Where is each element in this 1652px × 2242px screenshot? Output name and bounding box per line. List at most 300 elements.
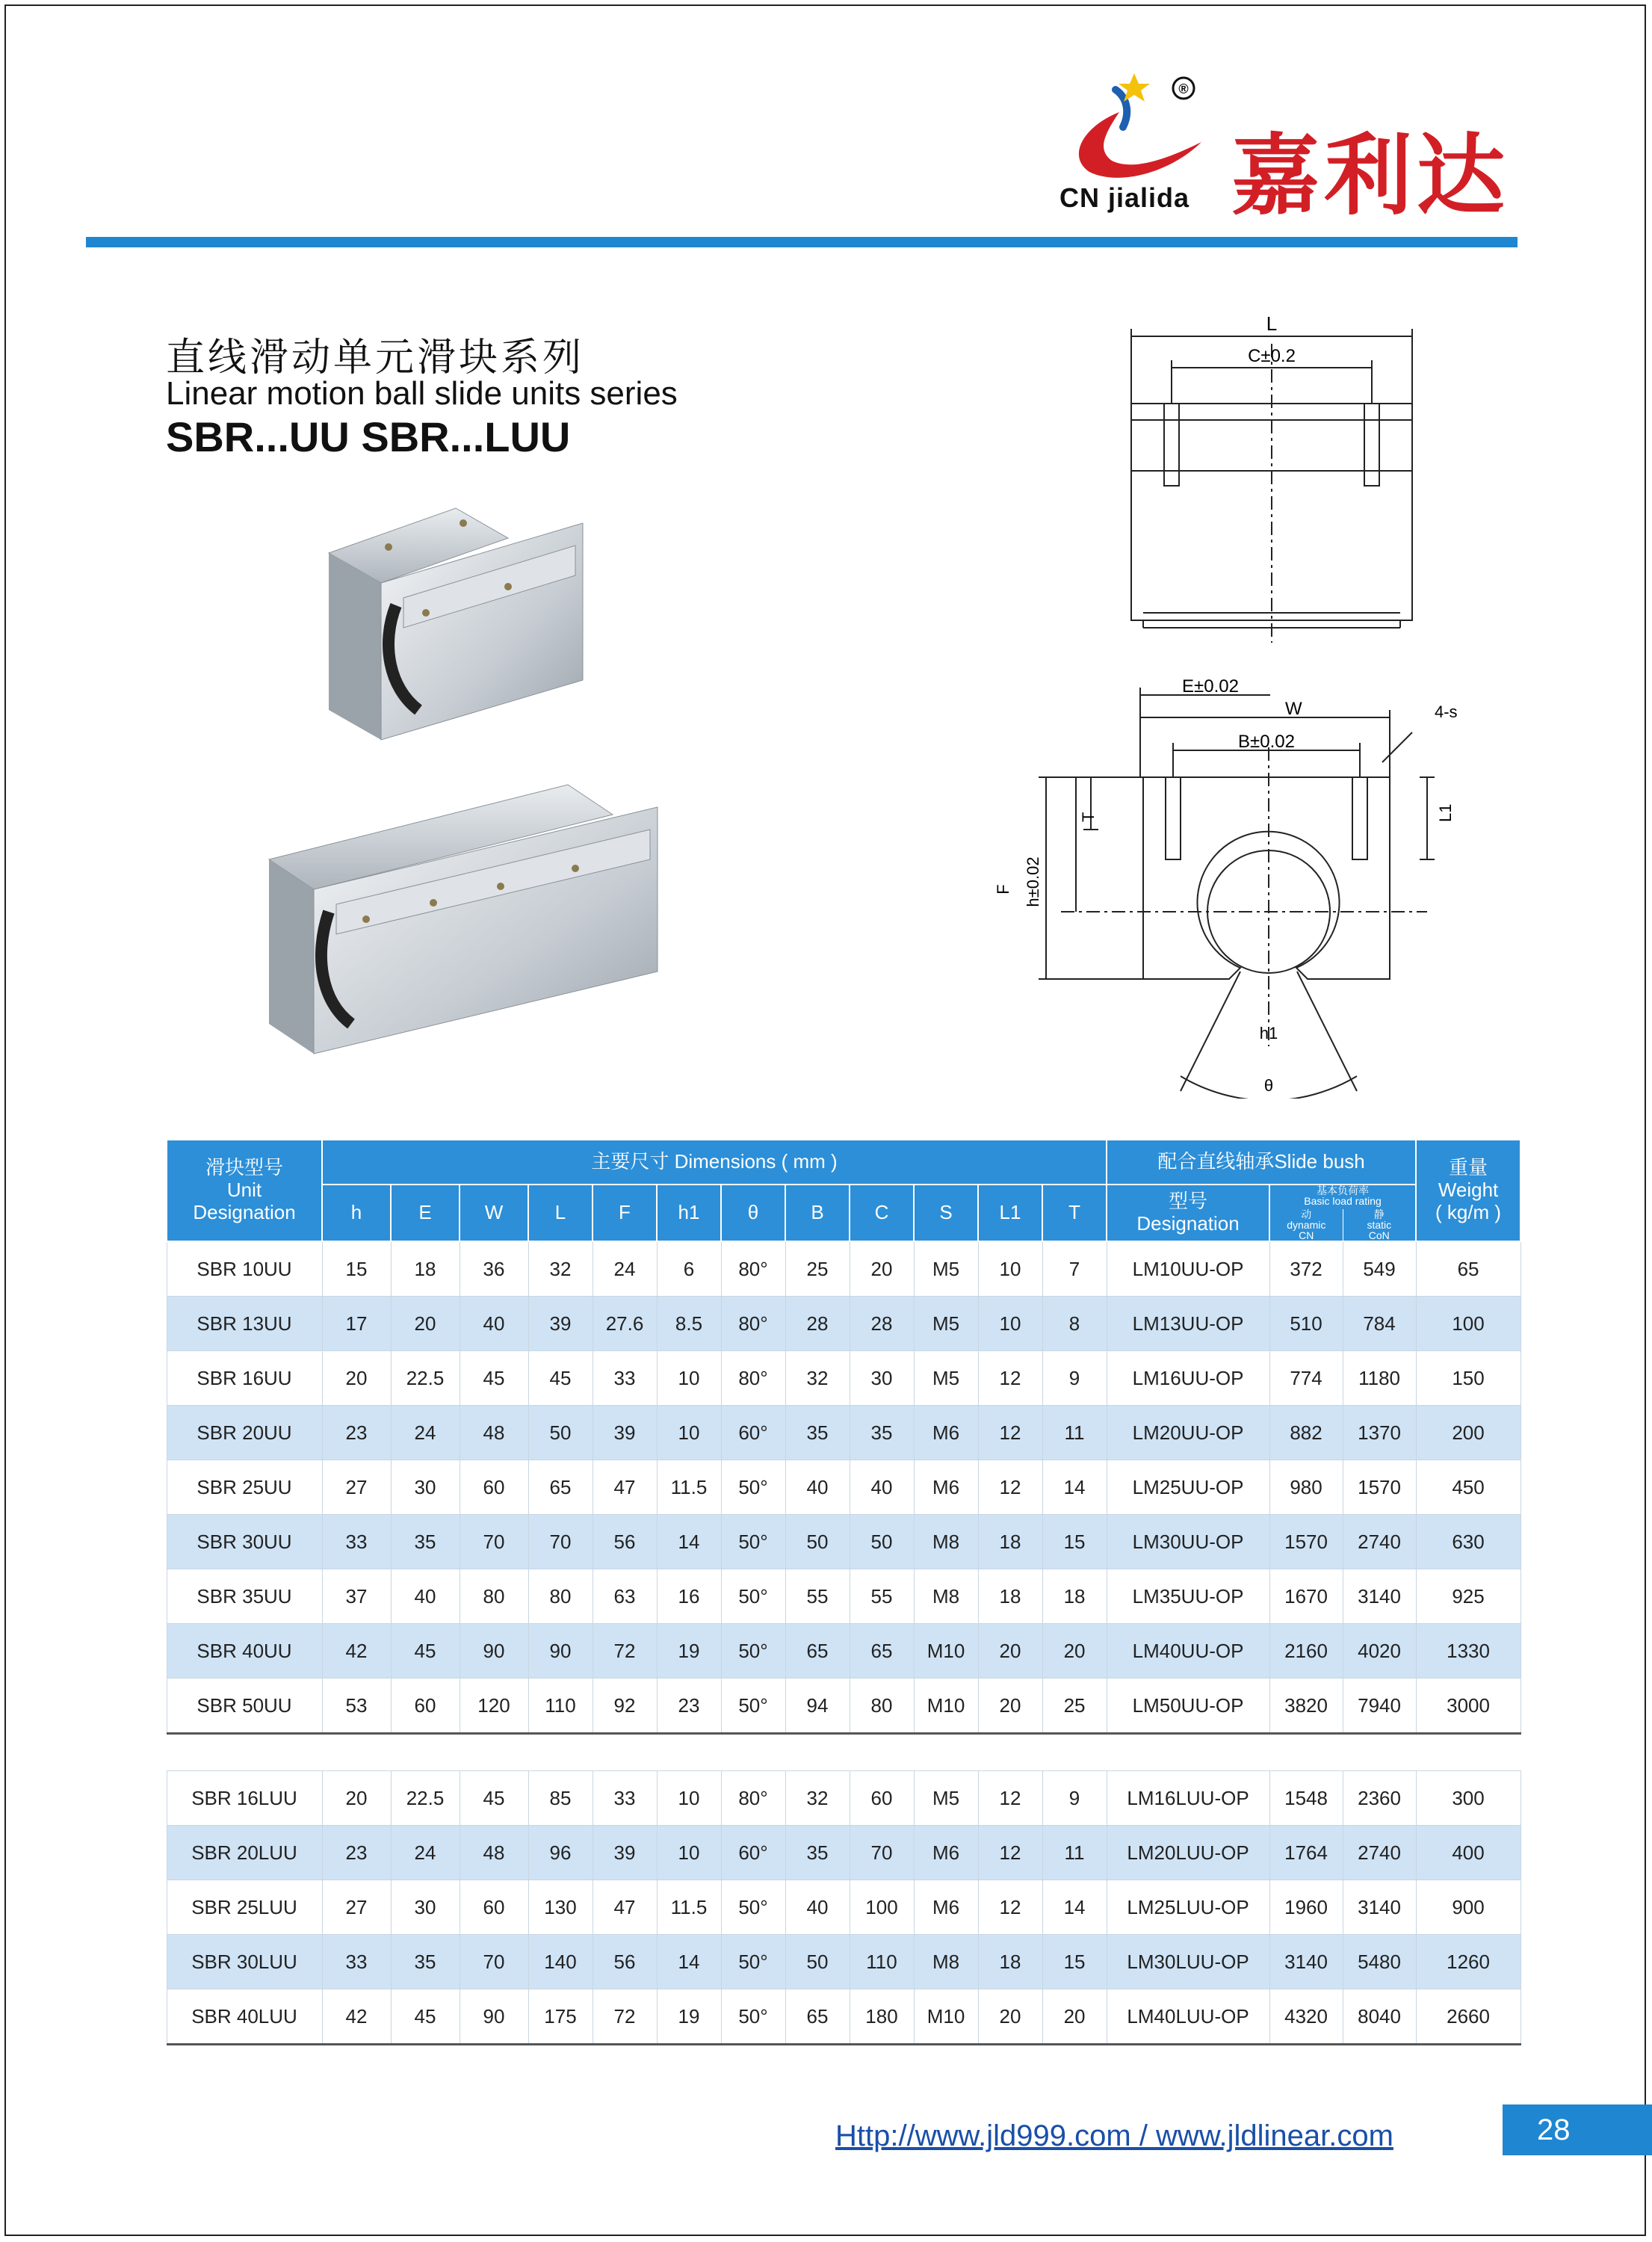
table-cell: 15 xyxy=(322,1241,391,1297)
table-cell: 37 xyxy=(322,1569,391,1624)
table-cell: SBR 10UU xyxy=(167,1241,322,1297)
table-cell: 20 xyxy=(978,1679,1042,1734)
table-cell: M10 xyxy=(914,1624,978,1679)
table-cell: 20 xyxy=(850,1241,914,1297)
table-cell: 8040 xyxy=(1343,1989,1416,2045)
table-cell: 400 xyxy=(1416,1826,1520,1880)
table-cell: 7940 xyxy=(1343,1679,1416,1734)
table-cell: 12 xyxy=(978,1406,1042,1460)
table-cell: 12 xyxy=(978,1771,1042,1826)
head-slide-bush: 配合直线轴承Slide bush xyxy=(1107,1140,1416,1185)
table-cell: 28 xyxy=(785,1297,850,1351)
table-cell: LM30UU-OP xyxy=(1107,1515,1269,1569)
table-cell: 35 xyxy=(850,1406,914,1460)
table-cell: 56 xyxy=(593,1515,657,1569)
table-cell: LM16LUU-OP xyxy=(1107,1771,1269,1826)
table-cell: 23 xyxy=(322,1406,391,1460)
table-cell: 45 xyxy=(460,1771,528,1826)
table-cell: 50° xyxy=(721,1569,785,1624)
table-cell: 30 xyxy=(850,1351,914,1406)
table-cell: 10 xyxy=(657,1826,721,1880)
table-cell: 3000 xyxy=(1416,1679,1520,1734)
table-cell: SBR 16LUU xyxy=(167,1771,322,1826)
table-section-gap xyxy=(167,1734,1520,1771)
head-unit-en1: Unit xyxy=(226,1179,262,1202)
table-row xyxy=(167,1460,1520,1515)
table-cell: 120 xyxy=(460,1679,528,1734)
head-sta-sym: CoN xyxy=(1368,1229,1390,1241)
table-cell: 65 xyxy=(850,1624,914,1679)
table-cell: 65 xyxy=(1416,1241,1520,1297)
table-cell: 70 xyxy=(850,1826,914,1880)
table-cell: LM13UU-OP xyxy=(1107,1297,1269,1351)
table-cell: M8 xyxy=(914,1935,978,1989)
table-cell: 33 xyxy=(322,1515,391,1569)
table-cell: 65 xyxy=(785,1989,850,2045)
table-cell: 80 xyxy=(460,1569,528,1624)
table-cell: 1260 xyxy=(1416,1935,1520,1989)
table-cell: 24 xyxy=(593,1241,657,1297)
col-L: L xyxy=(528,1185,593,1241)
product-photo-sbr-luu xyxy=(254,777,672,1061)
table-cell: 20 xyxy=(322,1351,391,1406)
table-cell: 35 xyxy=(391,1935,460,1989)
table-cell: 20 xyxy=(1042,1989,1107,2045)
table-cell: 45 xyxy=(460,1351,528,1406)
table-cell: 1570 xyxy=(1343,1460,1416,1515)
table-cell: M8 xyxy=(914,1515,978,1569)
dim-label-B: B±0.02 xyxy=(1238,732,1295,752)
table-cell: 18 xyxy=(391,1241,460,1297)
head-weight-en: Weight xyxy=(1438,1179,1499,1202)
table-cell: 50° xyxy=(721,1515,785,1569)
dim-label-W: W xyxy=(1285,699,1302,719)
table-cell: 60° xyxy=(721,1406,785,1460)
table-cell: 72 xyxy=(593,1989,657,2045)
table-cell: 372 xyxy=(1269,1241,1343,1297)
dim-label-L: L xyxy=(1266,314,1278,335)
table-cell: 20 xyxy=(1042,1624,1107,1679)
table-cell: 50° xyxy=(721,1880,785,1935)
head-dyn-cn: 动 xyxy=(1301,1208,1312,1220)
table-cell: 92 xyxy=(593,1679,657,1734)
table-cell: 200 xyxy=(1416,1406,1520,1460)
table-cell: 175 xyxy=(528,1989,593,2045)
table-cell: 19 xyxy=(657,1989,721,2045)
table-cell: 60° xyxy=(721,1826,785,1880)
table-cell: SBR 25LUU xyxy=(167,1880,322,1935)
table-cell: LM40LUU-OP xyxy=(1107,1989,1269,2045)
table-cell: 50° xyxy=(721,1679,785,1734)
table-cell: 12 xyxy=(978,1460,1042,1515)
table-cell: 80° xyxy=(721,1241,785,1297)
table-cell: 11.5 xyxy=(657,1460,721,1515)
table-cell: 8 xyxy=(1042,1297,1107,1351)
table-cell: 50 xyxy=(785,1515,850,1569)
table-cell: 33 xyxy=(593,1351,657,1406)
table-cell: 80° xyxy=(721,1351,785,1406)
table-cell: 33 xyxy=(322,1935,391,1989)
table-cell: 3140 xyxy=(1343,1880,1416,1935)
head-unit-en2: Designation xyxy=(193,1200,296,1223)
table-cell: 18 xyxy=(978,1569,1042,1624)
table-cell: 980 xyxy=(1269,1460,1343,1515)
brand-name-cn: 嘉利达 xyxy=(1231,123,1510,227)
table-cell: 60 xyxy=(460,1880,528,1935)
header-rule xyxy=(86,237,1518,247)
title-models: SBR...UU SBR...LUU xyxy=(166,413,571,460)
footer-url-link[interactable]: Http://www.jld999.com / www.jldlinear.com xyxy=(835,2119,1393,2152)
dim-label-T: T xyxy=(1079,812,1098,822)
table-cell: 22.5 xyxy=(391,1351,460,1406)
table-cell: 25 xyxy=(785,1241,850,1297)
table-cell: 784 xyxy=(1343,1297,1416,1351)
table-cell: 70 xyxy=(460,1935,528,1989)
table-cell: 60 xyxy=(391,1679,460,1734)
col-S: S xyxy=(914,1185,978,1241)
table-cell: M6 xyxy=(914,1826,978,1880)
table-cell: 9 xyxy=(1042,1351,1107,1406)
table-cell: 5480 xyxy=(1343,1935,1416,1989)
table-row xyxy=(167,1624,1520,1679)
table-cell: 2160 xyxy=(1269,1624,1343,1679)
head-sta-cn: 静 xyxy=(1373,1208,1385,1220)
title-en: Linear motion ball slide units series xyxy=(166,375,678,412)
dim-label-h1: h1 xyxy=(1259,1024,1278,1043)
table-cell: 23 xyxy=(657,1679,721,1734)
table-cell: M10 xyxy=(914,1679,978,1734)
dim-label-h: h±0.02 xyxy=(1024,856,1042,907)
table-cell: 27.6 xyxy=(593,1297,657,1351)
product-photo-sbr-uu xyxy=(314,493,598,762)
table-cell: 85 xyxy=(528,1771,593,1826)
table-cell: 70 xyxy=(528,1515,593,1569)
table-cell: 90 xyxy=(460,1989,528,2045)
head-weight-cn: 重量 xyxy=(1449,1156,1488,1179)
head-bush-model-cn: 型号 xyxy=(1169,1190,1208,1213)
col-T: T xyxy=(1042,1185,1107,1241)
dim-label-L1: L1 xyxy=(1436,803,1455,822)
table-cell: LM40UU-OP xyxy=(1107,1624,1269,1679)
table-cell: LM25UU-OP xyxy=(1107,1460,1269,1515)
table-cell: 3820 xyxy=(1269,1679,1343,1734)
col-B: B xyxy=(785,1185,850,1241)
head-bush-model-en: Designation xyxy=(1136,1212,1240,1235)
col-bush-designation xyxy=(1107,1185,1269,1241)
table-cell: 35 xyxy=(785,1406,850,1460)
table-cell: 2660 xyxy=(1416,1989,1520,2045)
table-cell: M6 xyxy=(914,1460,978,1515)
table-cell: LM50UU-OP xyxy=(1107,1679,1269,1734)
table-cell: 6 xyxy=(657,1241,721,1297)
table-cell: 96 xyxy=(528,1826,593,1880)
table-cell: 12 xyxy=(978,1880,1042,1935)
table-cell: 27 xyxy=(322,1880,391,1935)
table-cell: 20 xyxy=(978,1989,1042,2045)
table-cell: 1764 xyxy=(1269,1826,1343,1880)
table-cell: 65 xyxy=(528,1460,593,1515)
table-cell: 25 xyxy=(1042,1679,1107,1734)
table-cell: 80° xyxy=(721,1297,785,1351)
table-cell: 1670 xyxy=(1269,1569,1343,1624)
table-cell: 774 xyxy=(1269,1351,1343,1406)
table-cell: LM20LUU-OP xyxy=(1107,1826,1269,1880)
table-cell: 30 xyxy=(391,1880,460,1935)
table-cell: 55 xyxy=(850,1569,914,1624)
table-cell: 14 xyxy=(657,1935,721,1989)
table-cell: M5 xyxy=(914,1241,978,1297)
table-cell: 110 xyxy=(528,1679,593,1734)
table-cell: 39 xyxy=(593,1406,657,1460)
col-L1: L1 xyxy=(978,1185,1042,1241)
table-cell: 11 xyxy=(1042,1826,1107,1880)
table-cell: 80 xyxy=(850,1679,914,1734)
table-cell: 19 xyxy=(657,1624,721,1679)
head-dyn-en: dynamic xyxy=(1287,1219,1326,1231)
col-load-rating xyxy=(1269,1185,1416,1241)
table-cell: 50° xyxy=(721,1935,785,1989)
table-cell: 60 xyxy=(850,1771,914,1826)
table-cell: 50 xyxy=(785,1935,850,1989)
table-cell: 14 xyxy=(1042,1880,1107,1935)
col-E: E xyxy=(391,1185,460,1241)
table-cell: 300 xyxy=(1416,1771,1520,1826)
head-sta-en: static xyxy=(1367,1219,1392,1231)
table-cell: 33 xyxy=(593,1771,657,1826)
table-cell: 32 xyxy=(528,1241,593,1297)
table-cell: 7 xyxy=(1042,1241,1107,1297)
col-weight xyxy=(1416,1140,1520,1241)
table-cell: 925 xyxy=(1416,1569,1520,1624)
table-cell: 39 xyxy=(528,1297,593,1351)
table-cell: 3140 xyxy=(1269,1935,1343,1989)
col-unit-designation xyxy=(167,1140,322,1241)
table-cell: 40 xyxy=(460,1297,528,1351)
table-cell: LM10UU-OP xyxy=(1107,1241,1269,1297)
table-cell: M6 xyxy=(914,1880,978,1935)
table-cell: 10 xyxy=(657,1406,721,1460)
table-cell: 16 xyxy=(657,1569,721,1624)
table-cell: 150 xyxy=(1416,1351,1520,1406)
table-cell: 2740 xyxy=(1343,1826,1416,1880)
table-row xyxy=(167,1351,1520,1406)
drawing-front-view xyxy=(964,673,1502,1099)
table-cell: 140 xyxy=(528,1935,593,1989)
spec-table-body xyxy=(167,1241,1520,2045)
table-cell: 80 xyxy=(528,1569,593,1624)
table-cell: 39 xyxy=(593,1826,657,1880)
table-cell: 18 xyxy=(978,1935,1042,1989)
table-cell: LM30LUU-OP xyxy=(1107,1935,1269,1989)
table-row xyxy=(167,1880,1520,1935)
head-weight-unit: ( kg/m ) xyxy=(1435,1200,1502,1223)
table-cell: 10 xyxy=(657,1771,721,1826)
table-cell: 24 xyxy=(391,1406,460,1460)
table-cell: SBR 50UU xyxy=(167,1679,322,1734)
col-h: h xyxy=(322,1185,391,1241)
table-cell: M5 xyxy=(914,1297,978,1351)
table-cell: 10 xyxy=(978,1241,1042,1297)
table-cell: 42 xyxy=(322,1989,391,2045)
table-row xyxy=(167,1569,1520,1624)
col-theta: θ xyxy=(721,1185,785,1241)
table-cell: 180 xyxy=(850,1989,914,2045)
table-row xyxy=(167,1771,1520,1826)
table-cell: 12 xyxy=(978,1826,1042,1880)
table-cell: 549 xyxy=(1343,1241,1416,1297)
dim-label-S: 4-s xyxy=(1435,702,1458,721)
table-cell: 1330 xyxy=(1416,1624,1520,1679)
head-unit-cn: 滑块型号 xyxy=(205,1156,283,1179)
table-cell: 9 xyxy=(1042,1771,1107,1826)
table-cell: 53 xyxy=(322,1679,391,1734)
table-cell: 48 xyxy=(460,1406,528,1460)
table-cell: 35 xyxy=(391,1515,460,1569)
table-cell: 510 xyxy=(1269,1297,1343,1351)
table-cell: 2740 xyxy=(1343,1515,1416,1569)
table-cell: 40 xyxy=(391,1569,460,1624)
table-cell: 450 xyxy=(1416,1460,1520,1515)
table-cell: 4320 xyxy=(1269,1989,1343,2045)
table-cell: 65 xyxy=(785,1624,850,1679)
drawing-top-view xyxy=(1113,314,1442,643)
col-h1: h1 xyxy=(657,1185,721,1241)
table-cell: 32 xyxy=(785,1351,850,1406)
head-load-cn: 基本负荷率 xyxy=(1317,1185,1370,1196)
dim-label-theta: θ xyxy=(1263,1076,1274,1095)
table-cell: 36 xyxy=(460,1241,528,1297)
table-cell: LM20UU-OP xyxy=(1107,1406,1269,1460)
table-cell: 45 xyxy=(391,1624,460,1679)
table-cell: M5 xyxy=(914,1771,978,1826)
table-cell: 35 xyxy=(785,1826,850,1880)
col-C: C xyxy=(850,1185,914,1241)
table-row xyxy=(167,1515,1520,1569)
table-cell: 80° xyxy=(721,1771,785,1826)
table-cell: 40 xyxy=(850,1460,914,1515)
head-dimensions: 主要尺寸 Dimensions ( mm ) xyxy=(322,1140,1107,1185)
table-cell: 882 xyxy=(1269,1406,1343,1460)
registered-mark: ® xyxy=(1178,81,1189,96)
table-cell: 45 xyxy=(391,1989,460,2045)
table-cell: 11.5 xyxy=(657,1880,721,1935)
table-cell: 1370 xyxy=(1343,1406,1416,1460)
table-cell: 40 xyxy=(785,1460,850,1515)
table-cell: 28 xyxy=(850,1297,914,1351)
table-cell: M5 xyxy=(914,1351,978,1406)
table-cell: 3140 xyxy=(1343,1569,1416,1624)
table-cell: 47 xyxy=(593,1460,657,1515)
page-number: 28 xyxy=(1503,2104,1652,2155)
table-cell: 60 xyxy=(460,1460,528,1515)
table-cell: 11 xyxy=(1042,1406,1107,1460)
table-cell: SBR 16UU xyxy=(167,1351,322,1406)
table-row xyxy=(167,1826,1520,1880)
table-cell: 50° xyxy=(721,1989,785,2045)
table-cell: 90 xyxy=(460,1624,528,1679)
table-row xyxy=(167,1935,1520,1989)
table-cell: 30 xyxy=(391,1460,460,1515)
table-cell: 70 xyxy=(460,1515,528,1569)
table-cell: 18 xyxy=(978,1515,1042,1569)
table-cell: 27 xyxy=(322,1460,391,1515)
table-cell: 100 xyxy=(850,1880,914,1935)
table-cell: M10 xyxy=(914,1989,978,2045)
jialida-logo xyxy=(1059,67,1209,194)
table-cell: 55 xyxy=(785,1569,850,1624)
table-cell: 42 xyxy=(322,1624,391,1679)
table-cell: 100 xyxy=(1416,1297,1520,1351)
table-cell: SBR 40UU xyxy=(167,1624,322,1679)
table-cell: 630 xyxy=(1416,1515,1520,1569)
table-cell: 4020 xyxy=(1343,1624,1416,1679)
table-cell: SBR 30UU xyxy=(167,1515,322,1569)
table-cell: SBR 35UU xyxy=(167,1569,322,1624)
table-cell: 47 xyxy=(593,1880,657,1935)
title-cn: 直线滑动单元滑块系列 xyxy=(166,336,585,380)
table-cell: 72 xyxy=(593,1624,657,1679)
table-cell: 14 xyxy=(1042,1460,1107,1515)
table-row xyxy=(167,1241,1520,1297)
table-cell: 45 xyxy=(528,1351,593,1406)
table-cell: 50° xyxy=(721,1624,785,1679)
table-cell: M6 xyxy=(914,1406,978,1460)
table-cell: 20 xyxy=(978,1624,1042,1679)
table-cell: 15 xyxy=(1042,1935,1107,1989)
table-cell: 14 xyxy=(657,1515,721,1569)
col-W: W xyxy=(460,1185,528,1241)
table-cell: 900 xyxy=(1416,1880,1520,1935)
table-cell: LM16UU-OP xyxy=(1107,1351,1269,1406)
dim-label-F: F xyxy=(994,884,1012,895)
table-cell: 10 xyxy=(978,1297,1042,1351)
table-cell: 20 xyxy=(322,1771,391,1826)
head-load-en: Basic load rating xyxy=(1304,1195,1382,1207)
table-cell: 90 xyxy=(528,1624,593,1679)
table-cell: 40 xyxy=(785,1880,850,1935)
table-cell: 110 xyxy=(850,1935,914,1989)
table-cell: 32 xyxy=(785,1771,850,1826)
table-cell: M8 xyxy=(914,1569,978,1624)
brand-name-en: CN jialida xyxy=(1059,182,1190,213)
dim-label-C: C±0.2 xyxy=(1248,346,1296,366)
table-cell: 17 xyxy=(322,1297,391,1351)
table-cell: SBR 20LUU xyxy=(167,1826,322,1880)
col-F: F xyxy=(593,1185,657,1241)
table-cell: 22.5 xyxy=(391,1771,460,1826)
table-cell: 50 xyxy=(528,1406,593,1460)
table-cell: 50 xyxy=(850,1515,914,1569)
table-cell: 20 xyxy=(391,1297,460,1351)
table-cell: 8.5 xyxy=(657,1297,721,1351)
table-row xyxy=(167,1989,1520,2045)
table-cell: SBR 30LUU xyxy=(167,1935,322,1989)
table-cell: LM35UU-OP xyxy=(1107,1569,1269,1624)
head-dyn-sym: CN xyxy=(1299,1229,1314,1241)
table-cell: 2360 xyxy=(1343,1771,1416,1826)
table-cell: SBR 25UU xyxy=(167,1460,322,1515)
table-cell: 48 xyxy=(460,1826,528,1880)
table-cell: 50° xyxy=(721,1460,785,1515)
table-cell: SBR 20UU xyxy=(167,1406,322,1460)
table-cell: 63 xyxy=(593,1569,657,1624)
table-cell: 23 xyxy=(322,1826,391,1880)
table-cell: 1570 xyxy=(1269,1515,1343,1569)
dim-label-E: E±0.02 xyxy=(1182,676,1239,697)
table-cell: SBR 13UU xyxy=(167,1297,322,1351)
table-cell: 56 xyxy=(593,1935,657,1989)
table-cell: SBR 40LUU xyxy=(167,1989,322,2045)
